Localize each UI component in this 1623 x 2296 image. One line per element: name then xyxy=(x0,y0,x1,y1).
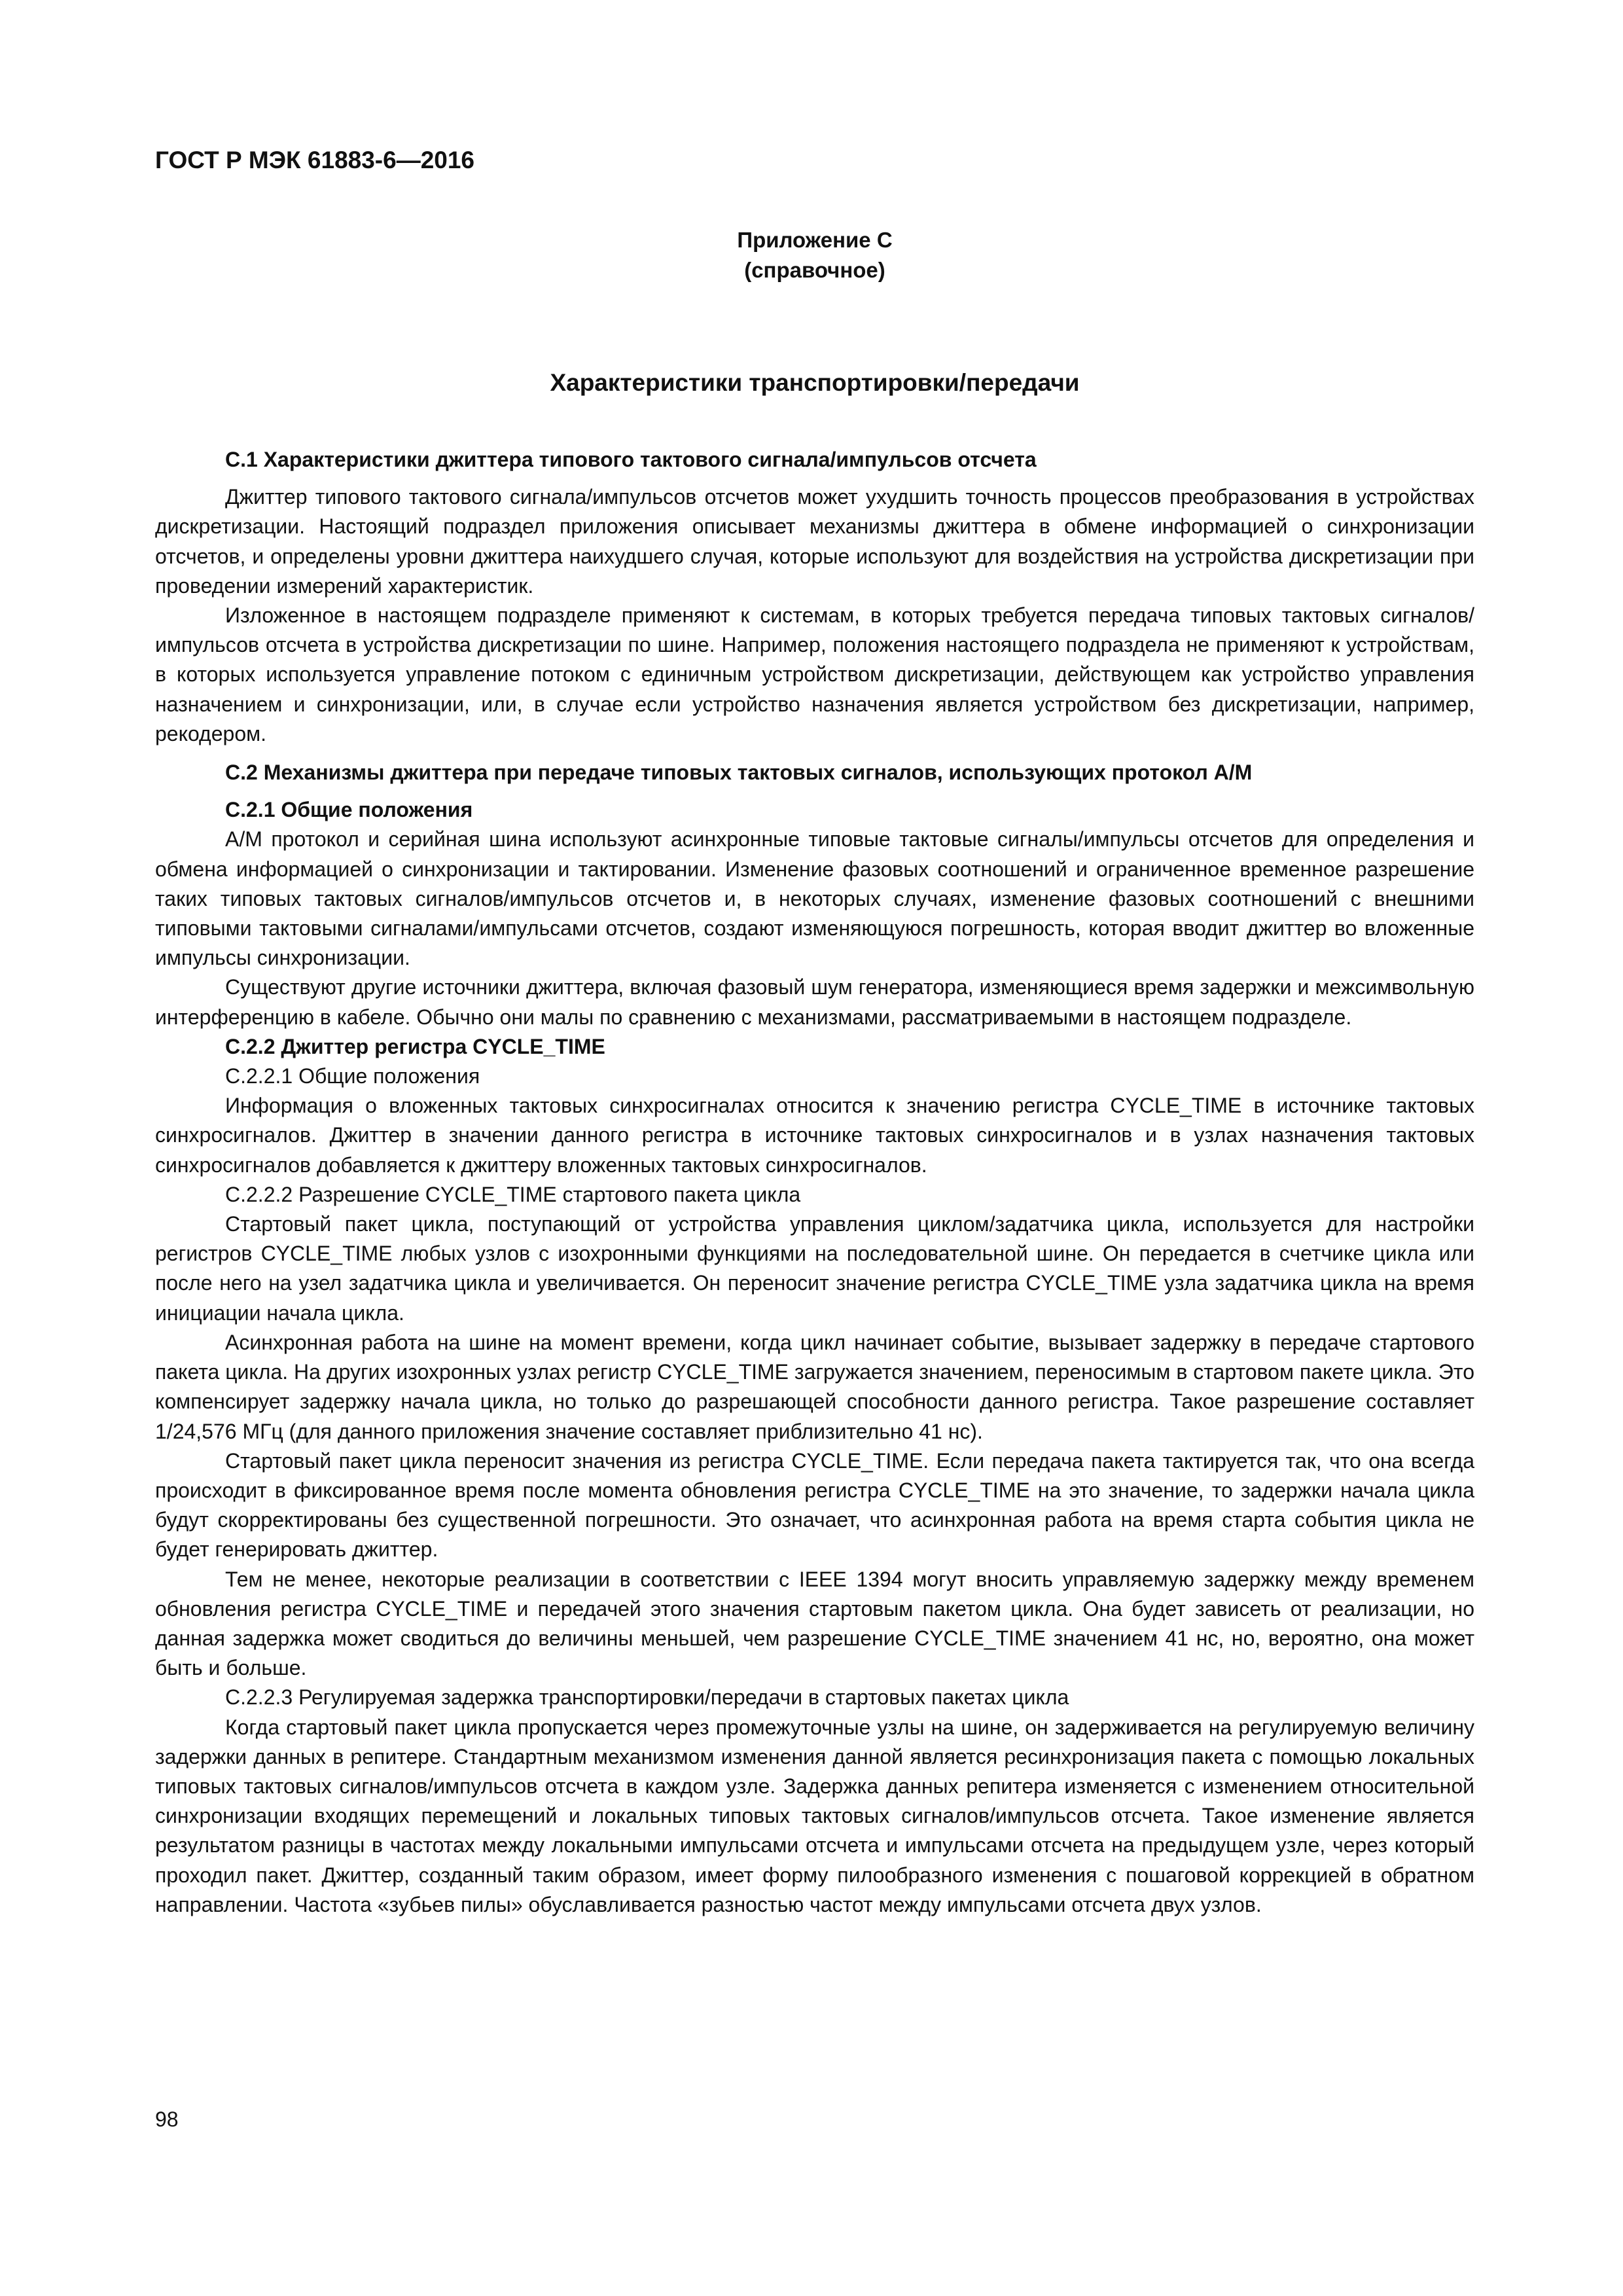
paragraph: Джиттер типового тактового сигнала/импульсов отсчетов может ухудшить точность процессов преобразования в устройствах дискретизации. Настоящий подраздел приложения описывает механизмы джиттера в обмене информацией о синхронизации отсчетов, и определены уровни джиттера наихудшего случая, которые используют для воздействия на устройства дискретизации при проведении измерений характеристик. xyxy=(155,485,1474,598)
section-heading-c1: С.1 Характеристики джиттера типового тактового сигнала/импульсов отсчета xyxy=(225,448,1037,471)
subsection-heading-c22: С.2.2 Джиттер регистра CYCLE_TIME xyxy=(225,1034,605,1058)
paragraph: Стартовый пакет цикла переносит значения из регистра CYCLE_TIME. Если передача пакета тактируется так, что она всегда происходит в фиксированное время после момента обновления регистра CYCLE_TIME на это значение, то задержки начала цикла будут скорректированы без существенной погрешности. Это означает, что асинхронная работа на время старта события цикла не будет генерировать джиттер. xyxy=(155,1448,1474,1562)
appendix-heading xyxy=(155,225,1474,285)
page-number: 98 xyxy=(155,2108,179,2131)
paragraph: Существуют другие источники джиттера, включая фазовый шум генератора, изменяющиеся время задержки и межсимвольную интерференцию в кабеле. Обычно они малы по сравнению с механизмами, рассматриваемыми в настоящем подразделе. xyxy=(155,975,1474,1029)
clause-heading-c222: С.2.2.2 Разрешение CYCLE_TIME стартового пакета цикла xyxy=(225,1182,801,1206)
clause-heading-c221: С.2.2.1 Общие положения xyxy=(225,1064,480,1088)
subsection-heading-c21: С.2.1 Общие положения xyxy=(225,798,473,822)
paragraph: Изложенное в настоящем подразделе применяют к системам, в которых требуется передача типовых тактовых сигналов/импульсов отсчета в устройства дискретизации по шине. Например, положения настоящего подраздела не применяют к устройствам, в которых используется управление потоком с единичным устройством дискретизации, действующем как устройство управления назначением и синхронизации, или, в случае если устройство назначения является устройством без дискретизации, например, рекодером. xyxy=(155,603,1474,745)
clause-heading-c223: С.2.2.3 Регулируемая задержка транспортировки/передачи в стартовых пакетах цикла xyxy=(225,1685,1069,1710)
paragraph: Асинхронная работа на шине на момент времени, когда цикл начинает событие, вызывает задержку в передаче стартового пакета цикла. На других изохронных узлах регистр CYCLE_TIME загружается значением, переносимым в стартовом пакете цикла. Это компенсирует задержку начала цикла, но только до разрешающей способности данного регистра. Такое разрешение составляет 1/24,576 МГц (для данного приложения значение составляет приблизительно 41 нс). xyxy=(155,1330,1474,1443)
paragraph: Стартовый пакет цикла, поступающий от устройства управления циклом/задатчика цикла, используется для настройки регистров CYCLE_TIME любых узлов с изохронными функциями на последовательной шине. Он передается в счетчике цикла или после него на узел задатчика цикла и увеличивается. Он переносит значение регистра CYCLE_TIME узла задатчика цикла на время инициации начала цикла. xyxy=(155,1212,1474,1325)
appendix-label: Приложение С xyxy=(737,228,893,252)
paragraph: Информация о вложенных тактовых синхросигналах относится к значению регистра CYCLE_TIME в источнике тактовых синхросигналов. Джиттер в значении данного регистра в источнике тактовых синхросигналов и в узлах назначения тактовых синхросигналов добавляется к джиттеру вложенных тактовых синхросигналов. xyxy=(155,1094,1474,1177)
paragraph: Тем не менее, некоторые реализации в соответствии с IEEE 1394 могут вносить управляемую задержку между временем обновления регистра CYCLE_TIME и передачей этого значения стартовым пакетом цикла. Она будет зависеть от реализации, но данная задержка может сводиться до величины меньшей, чем разрешение CYCLE_TIME значением 41 нс, но, вероятно, она может быть и больше. xyxy=(155,1567,1474,1680)
document-body xyxy=(155,445,1474,1920)
paragraph: Когда стартовый пакет цикла пропускается через промежуточные узлы на шине, он задерживается на регулируемую величину задержки данных в репитере. Стандартным механизмом изменения данной является ресинхронизация пакета с помощью локальных типовых тактовых сигналов/импульсов отсчета в каждом узле. Задержка данных репитера изменяется с изменением относительной синхронизации входящих перемещений и локальных типовых тактовых сигналов/импульсов отсчета. Такое изменение является результатом разницы в частотах между локальными импульсами отсчета и импульсами отсчета на предыдущем узле, через который проходил пакет. Джиттер, созданный таким образом, имеет форму пилообразного изменения с пошаговой коррекцией в обратном направлении. Частота «зубьев пилы» обуславливается разностью частот между импульсами отсчета двух узлов. xyxy=(155,1715,1474,1916)
document-id: ГОСТ Р МЭК 61883-6—2016 xyxy=(155,147,475,173)
appendix-type: (справочное) xyxy=(744,258,885,282)
appendix-title: Характеристики транспортировки/передачи xyxy=(550,369,1080,396)
paragraph: A/M протокол и серийная шина используют асинхронные типовые тактовые сигналы/импульсы отсчетов для определения и обмена информацией о синхронизации и тактировании. Изменение фазовых соотношений и ограниченное временное разрешение таких типовых тактовых сигналов/импульсов отсчетов и, в некоторых случаях, изменение фазовых соотношений с внешними типовыми тактовыми сигналами/импульсами отсчетов, создают изменяющуюся погрешность, которая вводит джиттер во вложенные импульсы синхронизации. xyxy=(155,827,1474,970)
section-heading-c2: С.2 Механизмы джиттера при передаче типовых тактовых сигналов, использующих протокол A/M xyxy=(225,761,1253,785)
